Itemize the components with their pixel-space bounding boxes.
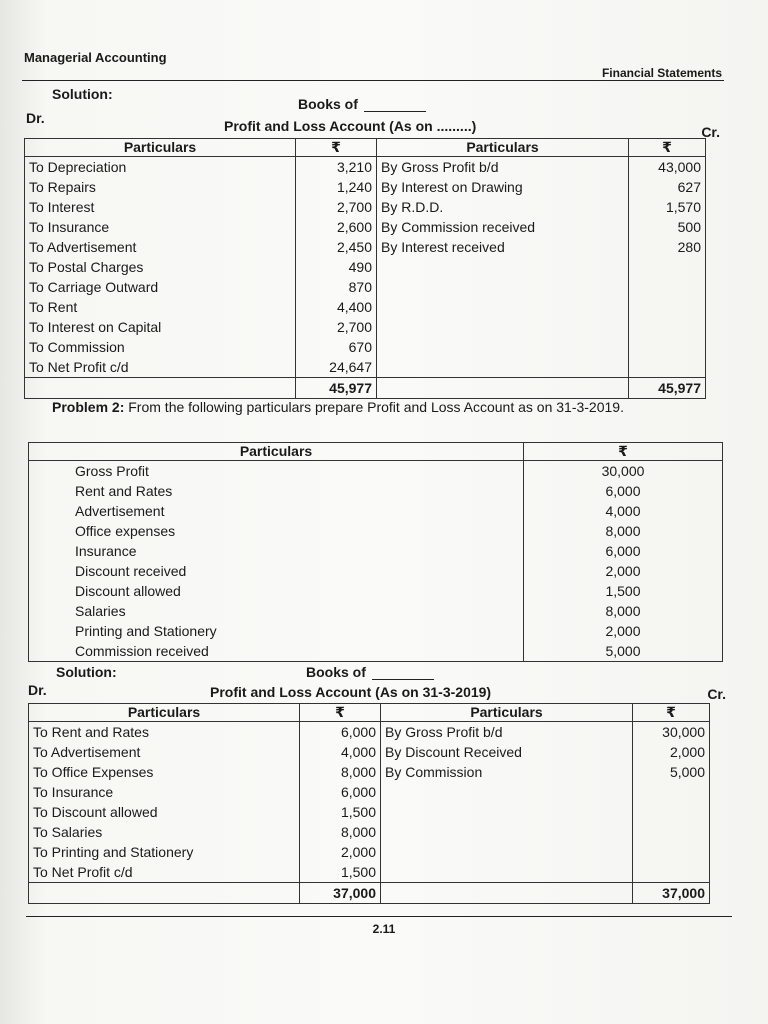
debit-item: To Office Expenses: [33, 764, 154, 780]
chapter-title: Financial Statements: [601, 66, 722, 80]
debit-amount: 8,000: [340, 764, 376, 780]
particular-amount: 6,000: [605, 483, 641, 499]
credit-item: By Gross Profit b/d: [385, 724, 503, 740]
solution-2-title: Profit and Loss Account (As on 31-3-2019): [210, 684, 492, 700]
footer-rule: [26, 916, 732, 917]
particular-amount: 5,000: [605, 643, 641, 659]
particular-item: Commission received: [75, 643, 209, 659]
particular-amount: 2,000: [605, 623, 641, 639]
book-title: Managerial Accounting: [24, 50, 167, 65]
debit-amount: 8,000: [340, 824, 376, 840]
problem-2-statement: [24, 398, 722, 416]
particular-amount: 6,000: [605, 543, 641, 559]
pl-account-table-1: [24, 138, 706, 399]
particular-amount: 2,000: [605, 563, 641, 579]
cr-rupee-header: ₹: [629, 139, 706, 157]
debit-amount: 4,400: [336, 299, 372, 315]
particular-item: Office expenses: [75, 523, 176, 539]
dr-rupee-header: ₹: [296, 139, 377, 157]
credit-item: By Discount Received: [385, 744, 522, 760]
credit-amounts-cell: [633, 722, 710, 883]
credit-item: By R.D.D.: [381, 199, 444, 215]
credit-item: By Interest received: [381, 239, 505, 255]
particular-item: Advertisement: [75, 503, 165, 519]
particular-amount: 8,000: [605, 603, 641, 619]
debit-item: To Interest: [29, 199, 95, 215]
totals-row: [25, 378, 706, 399]
solution-1-title: Profit and Loss Account (As on .........): [224, 118, 477, 134]
debit-amount: 2,700: [336, 319, 372, 335]
debit-item: To Interest on Capital: [29, 319, 162, 335]
credit-amount: 280: [677, 239, 701, 255]
particular-amount: 1,500: [605, 583, 641, 599]
credit-amount: 500: [677, 219, 701, 235]
amounts-cell: [524, 461, 723, 662]
debit-amount: 6,000: [340, 724, 376, 740]
credit-total: 45,977: [629, 378, 706, 399]
credit-amount: 2,000: [669, 744, 705, 760]
particular-item: Printing and Stationery: [75, 623, 217, 639]
debit-particulars-cell: [25, 157, 296, 378]
debit-amounts-cell: [296, 157, 377, 378]
credit-item: By Commission: [385, 764, 483, 780]
debit-amount: 1,500: [340, 804, 376, 820]
debit-item: To Carriage Outward: [29, 279, 159, 295]
rupee-header: ₹: [524, 443, 723, 461]
solution-2-label: Solution:: [56, 664, 117, 680]
credit-item: By Gross Profit b/d: [381, 159, 499, 175]
debit-amount: 24,647: [329, 359, 372, 375]
debit-total: 37,000: [300, 883, 381, 904]
debit-amount: 2,450: [336, 239, 372, 255]
solution-2-dr: Dr.: [28, 682, 47, 698]
debit-item: To Net Profit c/d: [29, 359, 129, 375]
particular-amount: 8,000: [605, 523, 641, 539]
credit-amount: 1,570: [665, 199, 701, 215]
page-number: 2.11: [372, 922, 396, 936]
dr-particulars-header: Particulars: [25, 139, 296, 157]
debit-amount: 6,000: [340, 784, 376, 800]
solution-2-books-of: Books of: [306, 664, 434, 680]
pl-account-table-2: [28, 703, 710, 904]
credit-item: By Interest on Drawing: [381, 179, 523, 195]
particulars-header: Particulars: [29, 443, 524, 461]
debit-amount: 870: [348, 279, 372, 295]
cr-rupee-header: ₹: [633, 704, 710, 722]
solution-1-dr: Dr.: [26, 110, 45, 126]
solution-1-label: Solution:: [52, 86, 113, 102]
credit-particulars-cell: [377, 157, 629, 378]
cr-particulars-header: Particulars: [381, 704, 633, 722]
debit-item: To Insurance: [33, 784, 114, 800]
debit-total: 45,977: [296, 378, 377, 399]
credit-item: By Commission received: [381, 219, 536, 235]
problem-2-text: From the following particulars prepare Profit and Loss Account as on 31-3-2019.: [128, 399, 624, 415]
debit-amount: 2,600: [336, 219, 372, 235]
debit-amount: 3,210: [336, 159, 372, 175]
debit-item: To Advertisement: [33, 744, 141, 760]
debit-item: To Postal Charges: [29, 259, 144, 275]
debit-item: To Insurance: [29, 219, 110, 235]
debit-amount: 490: [348, 259, 372, 275]
debit-item: To Advertisement: [29, 239, 137, 255]
debit-amount: 4,000: [340, 744, 376, 760]
solution-1-books-of: Books of: [298, 96, 426, 112]
dr-rupee-header: ₹: [300, 704, 381, 722]
cr-particulars-header: Particulars: [377, 139, 629, 157]
debit-item: To Rent: [29, 299, 78, 315]
solution-1-cr: Cr.: [701, 124, 720, 140]
credit-total: 37,000: [633, 883, 710, 904]
particular-amount: 4,000: [605, 503, 641, 519]
particular-item: Discount received: [75, 563, 187, 579]
debit-item: To Salaries: [33, 824, 103, 840]
credit-amount: 5,000: [669, 764, 705, 780]
debit-item: To Depreciation: [29, 159, 127, 175]
dr-particulars-header: Particulars: [29, 704, 300, 722]
problem-2-particulars-table: [28, 442, 723, 662]
totals-row: [29, 883, 710, 904]
debit-item: To Commission: [29, 339, 125, 355]
debit-particulars-cell: [29, 722, 300, 883]
problem-2-label: Problem 2:: [52, 399, 125, 415]
debit-amount: 2,000: [340, 844, 376, 860]
debit-amount: 670: [348, 339, 372, 355]
debit-item: To Rent and Rates: [33, 724, 149, 740]
debit-amount: 2,700: [336, 199, 372, 215]
particulars-cell: [29, 461, 524, 662]
credit-amount: 30,000: [662, 724, 705, 740]
debit-item: To Repairs: [29, 179, 96, 195]
credit-particulars-cell: [381, 722, 633, 883]
header-rule: [22, 80, 724, 81]
solution-2-cr: Cr.: [707, 686, 726, 702]
debit-item: To Discount allowed: [33, 804, 158, 820]
debit-amounts-cell: [300, 722, 381, 883]
credit-amount: 627: [677, 179, 701, 195]
debit-amount: 1,500: [340, 864, 376, 880]
debit-item: To Net Profit c/d: [33, 864, 133, 880]
particular-item: Rent and Rates: [75, 483, 173, 499]
name-blank-line: [364, 111, 426, 112]
particular-item: Gross Profit: [75, 463, 149, 479]
debit-item: To Printing and Stationery: [33, 844, 194, 860]
credit-amount: 43,000: [658, 159, 701, 175]
debit-amount: 1,240: [336, 179, 372, 195]
name-blank-line: [372, 679, 434, 680]
credit-amounts-cell: [629, 157, 706, 378]
particular-item: Discount allowed: [75, 583, 181, 599]
particular-amount: 30,000: [601, 463, 645, 479]
particular-item: Insurance: [75, 543, 137, 559]
particular-item: Salaries: [75, 603, 126, 619]
